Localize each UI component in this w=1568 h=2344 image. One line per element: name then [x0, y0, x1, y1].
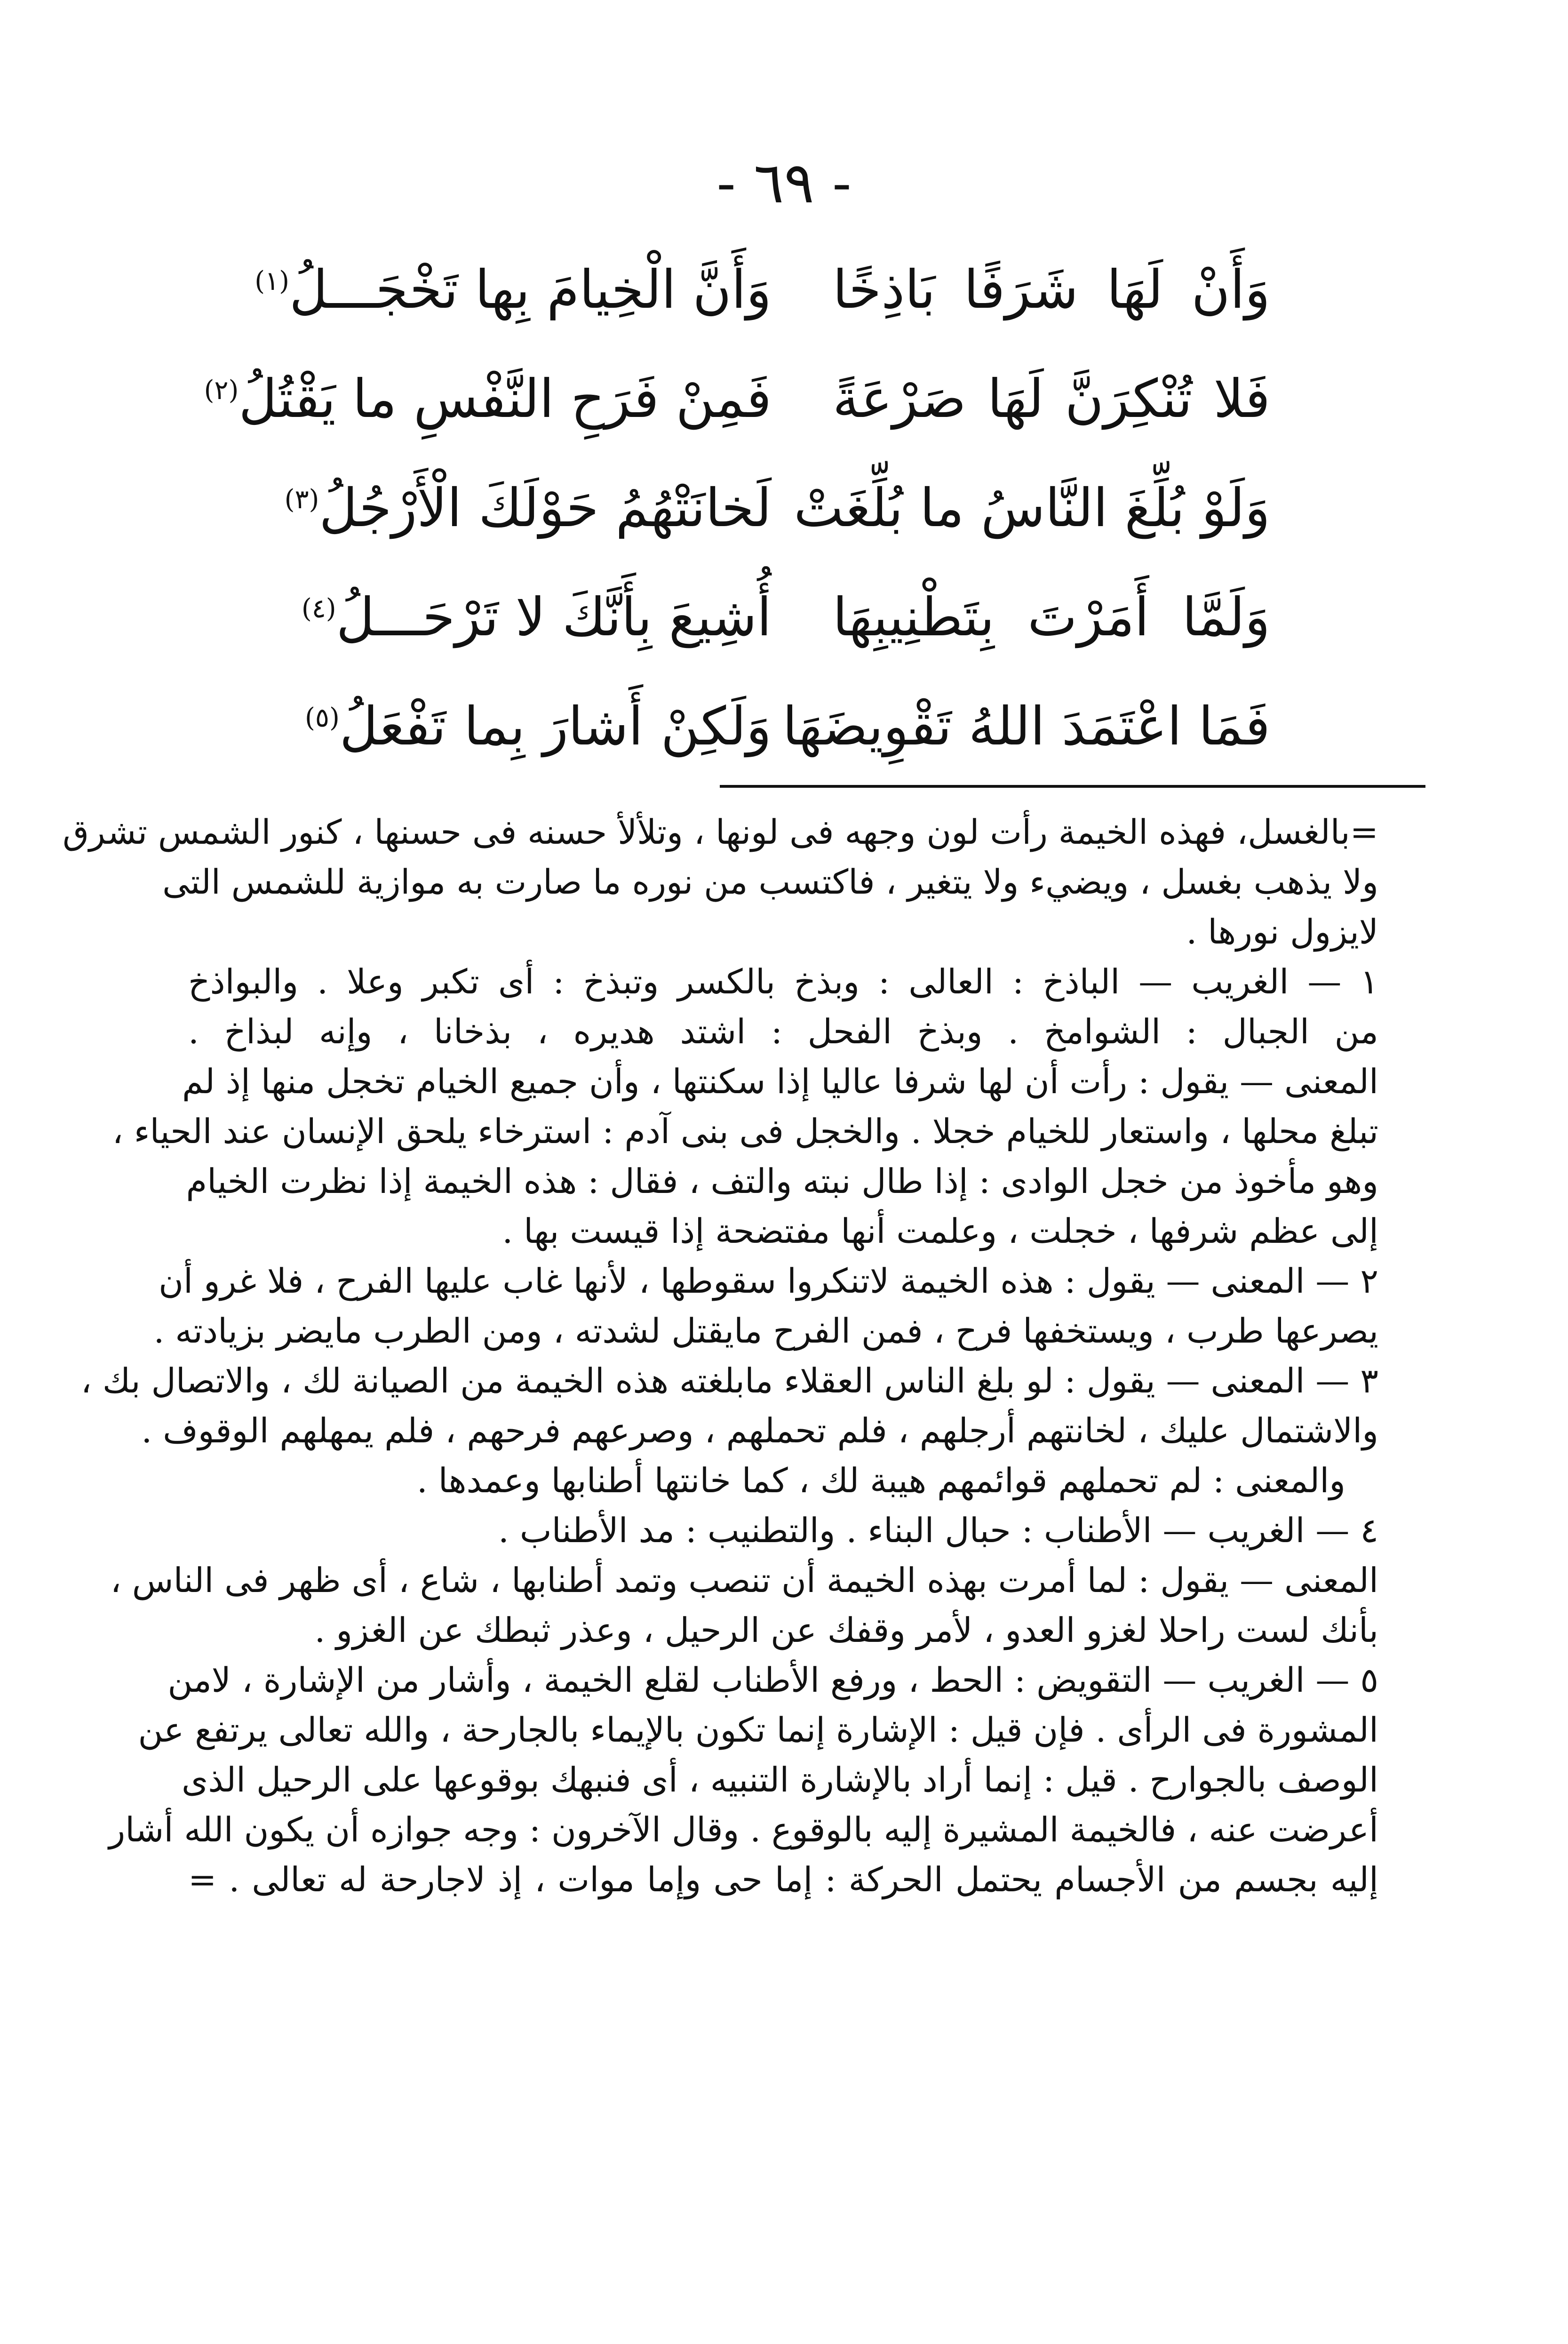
- footnote-1-heading: ١ — الغريب — الباذخ : العالى : وبذخ بالكسر وتبذخ : أى تكبر وعلا . والبواذخ: [188, 962, 1378, 1001]
- verse-1-note-marker: (١): [255, 265, 289, 296]
- footnote-line: لايزول نورها .: [1186, 912, 1378, 952]
- footnote-line: من الجبال : الشوامخ . وبذخ الفحل : اشتد هديره ، بذخانا ، وإنه لبذاخ .: [188, 1012, 1378, 1051]
- footnote-divider: [720, 785, 1425, 788]
- verse-4-second-hemistich: [301, 563, 772, 672]
- verse-1-second-hemistich: [255, 235, 772, 344]
- footnote-line: الوصف بالجوارح . قيل : إنما أراد بالإشارة التنبيه ، أى فنبهك بوقوعها على الرحيل الذى: [181, 1760, 1378, 1800]
- verse-3-second-hemistich: [284, 454, 772, 563]
- footnote-3-heading: ٣ — المعنى — يقول : لو بلغ الناس العقلاء مابلغته هذه الخيمة من الصيانة لك ، والاتصال بك ،: [80, 1361, 1378, 1400]
- verse-3: [284, 454, 1270, 563]
- verse-3-second-text: لَخانَتْهُمُ حَوْلَكَ الْأَرْجُلُ: [319, 478, 772, 539]
- footnote-line: والاشتمال عليك ، لخانتهم أرجلهم ، فلم تحملهم ، وصرعهم فرحهم ، فلم يمهلهم الوقوف .: [141, 1411, 1378, 1450]
- verse-4-second-text: أُشِيعَ بِأَنَّكَ لا تَرْحَـــلُ: [336, 587, 772, 648]
- verse-4-first-hemistich: وَلَمَّا أَمَرْتَ بِتَطْنِيبِهَا: [833, 587, 1270, 648]
- verse-2: [204, 344, 1270, 454]
- page-number: - ٦٩ -: [716, 151, 852, 216]
- verse-5-second-text: وَلَكِنْ أَشارَ بِما تَفْعَلُ: [339, 696, 772, 757]
- footnote-4-heading: ٤ — الغريب — الأطناب : حبال البناء . والتطنيب : مد الأطناب .: [498, 1511, 1378, 1550]
- footnotes: [63, 807, 1378, 1904]
- footnote-line: يصرعها طرب ، ويستخفها فرح ، فمن الفرح مايقتل لشدته ، ومن الطرب مايضر بزيادته .: [153, 1311, 1378, 1351]
- footnote-2-heading: ٢ — المعنى — يقول : هذه الخيمة لاتنكروا سقوطها ، لأنها غاب عليها الفرح ، فلا غرو أن: [159, 1261, 1378, 1301]
- footnote-line: المشورة فى الرأى . فإن قيل : الإشارة إنما تكون بالإيماء بالجارحة ، والله تعالى يرتفع عن: [138, 1710, 1378, 1750]
- footnote-line: المعنى — يقول : رأت أن لها شرفا عاليا إذا سكنتها ، وأن جميع الخيام تخجل منها إذ لم: [182, 1062, 1378, 1101]
- footnote-line: المعنى — يقول : لما أمرت بهذه الخيمة أن تنصب وتمد أطنابها ، شاع ، أى ظهر فى الناس ،: [110, 1560, 1378, 1600]
- footnote-line: =بالغسل، فهذه الخيمة رأت لون وجهه فى لونها ، وتلألأ حسنه فى حسنها ، كنور الشمس تشرق: [63, 812, 1378, 852]
- verse-5-first-hemistich: فَمَا اعْتَمَدَ اللهُ تَقْوِيضَهَا: [782, 696, 1270, 757]
- verse-3-first-hemistich: وَلَوْ بُلِّغَ النَّاسُ ما بُلِّغَتْ: [794, 478, 1270, 539]
- verse-5: [301, 672, 1270, 781]
- verse-4: [301, 563, 1270, 672]
- verse-1-second-text: وَأَنَّ الْخِيامَ بِها تَخْجَـــلُ: [289, 259, 772, 320]
- footnote-line: والمعنى : لم تحملهم قوائمهم هيبة لك ، كما خانتها أطنابها وعمدها .: [416, 1461, 1345, 1500]
- verse-1-first-hemistich: وَأَنْ لَهَا شَرَفًا بَاذِخًا: [833, 259, 1270, 320]
- verse-2-second-hemistich: [204, 344, 772, 454]
- verse-2-note-marker: (٢): [204, 375, 239, 406]
- footnote-line: تبلغ محلها ، واستعار للخيام خجلا . والخجل فى بنى آدم : استرخاء يلحق الإنسان عند الحياء ،: [112, 1112, 1378, 1151]
- footnote-line: إليه بجسم من الأجسام يحتمل الحركة : إما حى وإما موات ، إذ لاجارحة له تعالى . =: [188, 1860, 1378, 1899]
- verse-4-note-marker: (٤): [301, 593, 336, 624]
- poem-verses: [204, 235, 1270, 781]
- verse-2-second-text: فَمِنْ فَرَحِ النَّفْسِ ما يَقْتُلُ: [239, 368, 772, 430]
- footnote-line: ولا يذهب بغسل ، ويضيء ولا يتغير ، فاكتسب من نوره ما صارت به موازية للشمس التى: [162, 862, 1378, 902]
- footnote-line: أعرضت عنه ، فالخيمة المشيرة إليه بالوقوع . وقال الآخرون : وجه جوازه أن يكون الله أشار: [109, 1810, 1378, 1849]
- verse-5-second-hemistich: [301, 672, 772, 781]
- footnote-line: إلى عظم شرفها ، خجلت ، وعلمت أنها مفتضحة إذا قيست بها .: [502, 1211, 1378, 1251]
- verse-5-note-marker: (٥): [305, 702, 340, 733]
- verse-2-first-hemistich: فَلا تُنْكِرَنَّ لَهَا صَرْعَةً: [833, 368, 1270, 430]
- footnote-5-heading: ٥ — الغريب — التقويض : الحط ، ورفع الأطناب لقلع الخيمة ، وأشار من الإشارة ، لامن: [167, 1660, 1378, 1700]
- footnote-line: بأنك لست راحلا لغزو العدو ، لأمر وقفك عن الرحيل ، وعذر ثبطك عن الغزو .: [314, 1610, 1378, 1650]
- footnote-line: وهو مأخوذ من خجل الوادى : إذا طال نبته والتف ، فقال : هذه الخيمة إذا نظرت الخيام: [186, 1161, 1378, 1201]
- verse-3-note-marker: (٣): [284, 484, 319, 515]
- verse-1: [255, 235, 1270, 344]
